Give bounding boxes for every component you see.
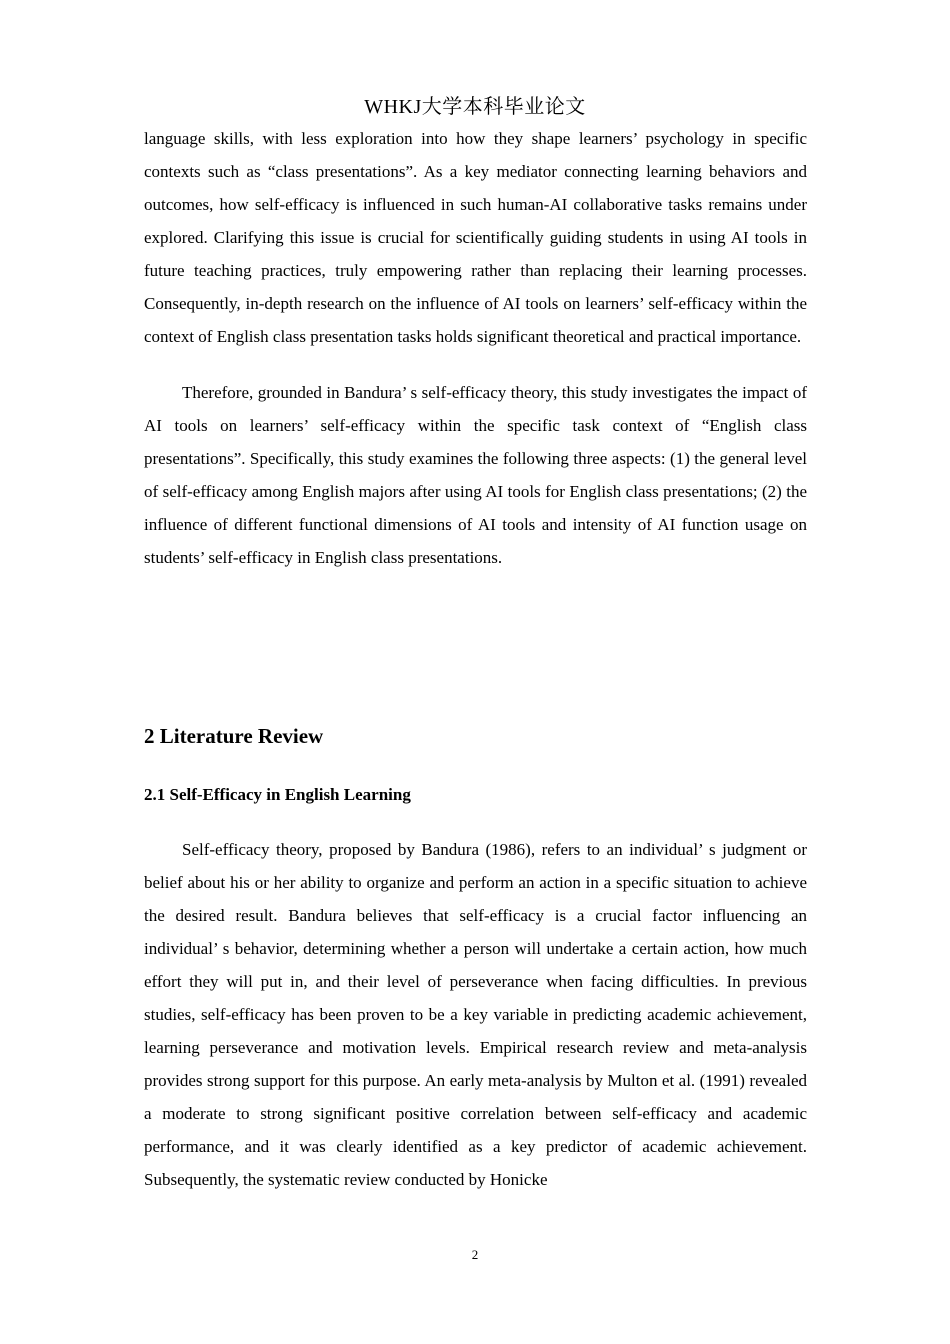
subsection-heading: 2.1 Self-Efficacy in English Learning — [144, 785, 411, 804]
document-body — [144, 122, 807, 574]
section-body — [144, 833, 807, 1196]
section-heading: 2 Literature Review — [144, 724, 324, 748]
body-paragraph-3: Self-efficacy theory, proposed by Bandura (1986), refers to an individual’ s judgment or belief about his or her ability to organize and perform an action in a specific situation to achieve the desired result. Bandura believes that self-efficacy is a crucial factor influencing an individual’ s behavior, determining whether a person will undertake a certain action, how much effort they will put in, and their level of perseverance when facing difficulties. In previous studies, self-efficacy has been proven to be a key variable in predicting academic achievement, learning perseverance and motivation levels. Empirical research review and meta-analysis provides strong support for this purpose. An early meta-analysis by Multon et al. (1991) revealed a moderate to strong significant positive correlation between self-efficacy and academic performance, and it was clearly identified as a key predictor of academic achievement. Subsequently, the systematic review conducted by Honicke — [144, 840, 807, 1189]
page-number: 2 — [471, 1247, 479, 1262]
body-paragraph-2: Therefore, grounded in Bandura’ s self-efficacy theory, this study investigates the impact of AI tools on learners’ self-efficacy within the specific task context of “English class presentations”. Specifically, this study examines the following three aspects: (1) the general level of self-efficacy among English majors after using AI tools for English class presentations; (2) the influence of different functional dimensions of AI tools and intensity of AI function usage on students’ self-efficacy in English class presentations. — [144, 383, 807, 567]
page-header-title: WHKJ大学本科毕业论文 — [364, 96, 586, 118]
body-paragraph-1: language skills, with less exploration into how they shape learners’ psychology in specific contexts such as “class presentations”. As a key mediator connecting learning behaviors and outcomes, how self-efficacy is influenced in such human-AI collaborative tasks remains under explored. Clarifying this issue is crucial for scientifically guiding students in using AI tools in future teaching practices, truly empowering rather than replacing their learning processes. Consequently, in-depth research on the influence of AI tools on learners’ self-efficacy within the context of English class presentation tasks holds significant theoretical and practical importance. — [144, 129, 807, 346]
